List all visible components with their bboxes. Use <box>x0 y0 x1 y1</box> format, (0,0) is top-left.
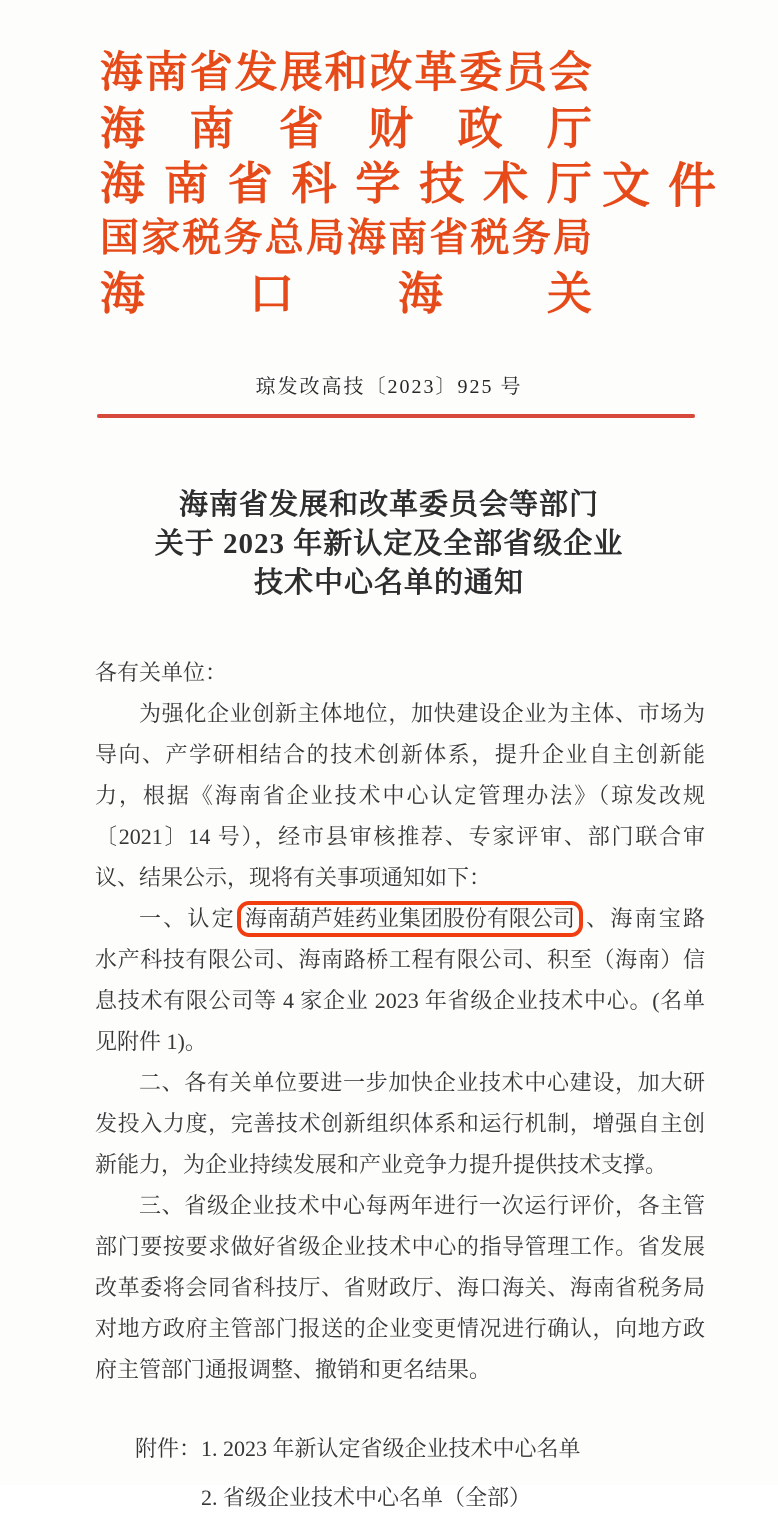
red-letterhead <box>100 42 716 317</box>
item1-prefix: 一、认定 <box>139 906 236 931</box>
doc-type-label: 文 件 <box>602 160 716 213</box>
attachments-section <box>95 1424 705 1522</box>
red-divider-line <box>97 414 695 418</box>
document-body <box>95 652 705 1522</box>
attachments-list <box>201 1424 705 1522</box>
paragraph-item-3: 三、省级企业技术中心每两年进行一次运行评价，各主管部门要按要求做好省级企业技术中心的指导管理工作。省发展改革委将会同省科技厅、省财政厅、海口海关、海南省税务局对地方政府主管部门报送的企业变更情况进行确认，向地方政府主管部门通报调整、撤销和更名结果。 <box>95 1193 705 1382</box>
title-line-2: 关于 2023 年新认定及全部省级企业 <box>154 528 624 560</box>
document-title <box>0 486 778 603</box>
agency-name-science-tech: 海 南 省 科 学 技 术 厅 <box>100 159 592 209</box>
agency-name-customs: 海 口 海 关 <box>100 269 592 319</box>
item1-rest: 、海南宝路水产科技有限公司、海南路桥工程有限公司、积至（海南）信息技术有限公司等 4 家企业 2023 年省级企业技术中心。(名单见附件 1)。 <box>95 906 705 1054</box>
agency-name-drc: 海 南 省 发 展 和 改 革 委 员 会 <box>100 50 592 97</box>
attachments-label: 附件： <box>135 1436 202 1461</box>
agency-name-column <box>100 42 592 317</box>
title-line-3: 技术中心名单的通知 <box>253 567 524 599</box>
paragraph-item-1 <box>95 898 705 1062</box>
salutation: 各有关单位： <box>95 660 228 685</box>
attachment-item-1: 1. 2023 年新认定省级企业技术中心名单 <box>201 1436 581 1461</box>
agency-name-tax-bureau: 国 家 税 务 总 局 海 南 省 税 务 局 <box>100 216 592 260</box>
attachment-item-2: 2. 省级企业技术中心名单（全部） <box>201 1485 532 1510</box>
paragraph-intro: 为强化企业创新主体地位，加快建设企业为主体、市场为导向、产学研相结合的技术创新体系，提升企业自主创新能力，根据《海南省企业技术中心认定管理办法》（琼发改规〔2021〕14 号），经市县审核推荐、专家评审、部门联合审议、结果公示，现将有关事项通知如下： <box>95 701 705 890</box>
agency-name-finance: 海 南 省 财 政 厅 <box>100 104 592 154</box>
paragraph-item-2: 二、各有关单位要进一步加快企业技术中心建设，加大研发投入力度，完善技术创新组织体系和运行机制，增强自主创新能力，为企业持续发展和产业竞争力提升提供技术支撑。 <box>95 1070 705 1177</box>
reference-number: 琼发改高技〔2023〕925 号 <box>255 376 523 398</box>
company-highlight-box: 海南葫芦娃药业集团股份有限公司 <box>237 901 583 937</box>
title-line-1: 海南省发展和改革委员会等部门 <box>178 489 599 521</box>
